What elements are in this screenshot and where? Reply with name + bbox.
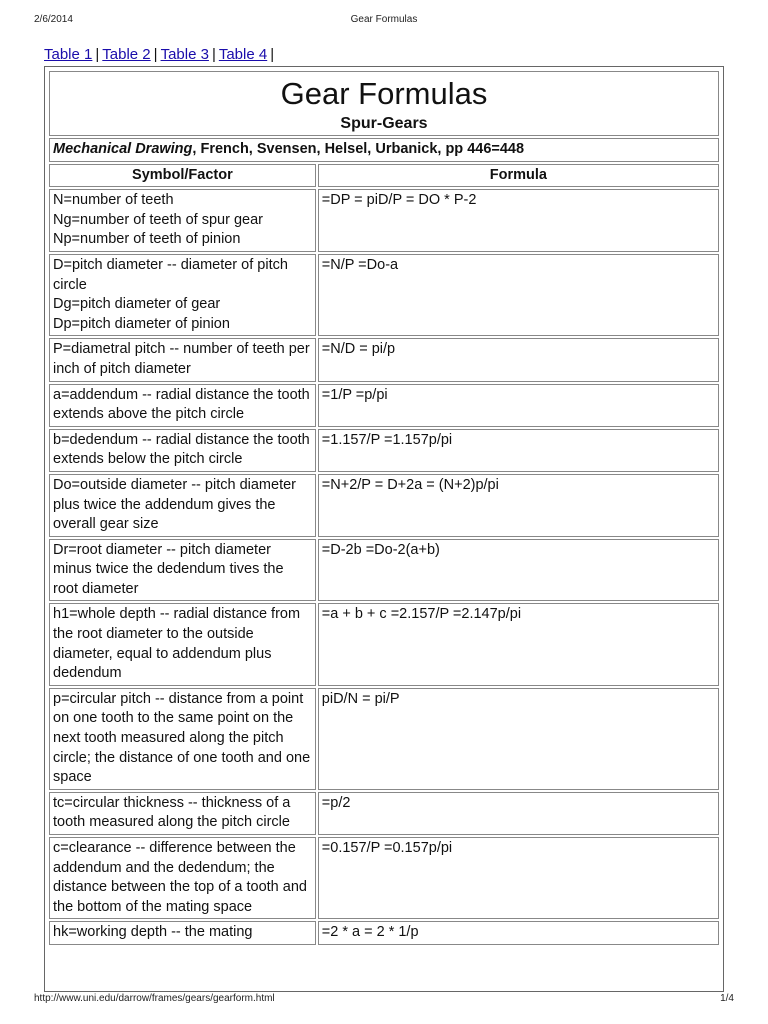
factor-line: tc=circular thickness -- thickness of a tooth measured along the pitch circle bbox=[53, 794, 291, 831]
factor-cell bbox=[49, 189, 316, 252]
factor-line: p=circular pitch -- distance from a point on one tooth to the same point on the next tooth measured along the pitch circle; the distance of one tooth and one space bbox=[53, 690, 311, 786]
factor-cell bbox=[49, 338, 316, 381]
factor-line: D=pitch diameter -- diameter of pitch circle bbox=[53, 256, 288, 293]
column-header-symbol: Symbol/Factor bbox=[49, 164, 316, 188]
nav-separator: | bbox=[153, 46, 158, 63]
print-title: Gear Formulas bbox=[350, 14, 418, 25]
factor-cell bbox=[49, 792, 316, 835]
nav-separator: | bbox=[211, 46, 216, 63]
print-url: http://www.uni.edu/darrow/frames/gears/gearform.html bbox=[34, 993, 275, 1004]
factor-line: Dr=root diameter -- pitch diameter minus twice the dedendum tives the root diameter bbox=[53, 541, 284, 597]
formula-cell: =p/2 bbox=[318, 792, 719, 835]
table-row bbox=[49, 338, 719, 381]
formula-cell: =1.157/P =1.157p/pi bbox=[318, 429, 719, 472]
gear-formulas-table bbox=[47, 69, 721, 947]
factor-line: a=addendum -- radial distance the tooth extends above the pitch circle bbox=[53, 386, 310, 423]
formula-cell: =N+2/P = D+2a = (N+2)p/pi bbox=[318, 474, 719, 537]
table-row bbox=[49, 429, 719, 472]
factor-cell bbox=[49, 429, 316, 472]
citation-book-title: Mechanical Drawing bbox=[53, 141, 193, 157]
factor-line: Ng=number of teeth of spur gear bbox=[53, 211, 263, 228]
formula-cell: =D-2b =Do-2(a+b) bbox=[318, 539, 719, 602]
factor-line: c=clearance -- difference between the addendum and the dedendum; the distance between the top of a tooth and the bottom of the mating space bbox=[53, 840, 307, 915]
citation-row bbox=[49, 138, 719, 162]
nav-link-table-2[interactable]: Table 2 bbox=[102, 46, 151, 63]
table-row bbox=[49, 837, 719, 919]
factor-line: Np=number of teeth of pinion bbox=[53, 231, 241, 248]
nav-link-table-1[interactable]: Table 1 bbox=[44, 46, 93, 63]
formula-cell: piD/N = pi/P bbox=[318, 688, 719, 790]
table-row bbox=[49, 254, 719, 336]
print-date: 2/6/2014 bbox=[34, 14, 73, 25]
table-row bbox=[49, 384, 719, 427]
table-row bbox=[49, 921, 719, 945]
title-row bbox=[49, 71, 719, 136]
gear-formulas-frame bbox=[44, 66, 724, 992]
formula-cell: =0.157/P =0.157p/pi bbox=[318, 837, 719, 919]
factor-line: P=diametral pitch -- number of teeth per inch of pitch diameter bbox=[53, 341, 310, 377]
table-row bbox=[49, 474, 719, 537]
factor-line: N=number of teeth bbox=[53, 192, 174, 209]
table-nav bbox=[44, 46, 277, 63]
factor-cell bbox=[49, 603, 316, 685]
factor-line: b=dedendum -- radial distance the tooth extends below the pitch circle bbox=[53, 431, 310, 468]
title-cell bbox=[49, 71, 719, 136]
formula-cell: =a + b + c =2.157/P =2.147p/pi bbox=[318, 603, 719, 685]
factor-cell bbox=[49, 837, 316, 919]
formula-cell: =2 * a = 2 * 1/p bbox=[318, 921, 719, 945]
factor-line: h1=whole depth -- radial distance from the root diameter to the outside diameter, equal to addendum plus dedendum bbox=[53, 606, 301, 682]
page-subtitle: Spur-Gears bbox=[340, 115, 428, 132]
citation-authors: , French, Svensen, Helsel, Urbanick, pp 446=448 bbox=[192, 141, 525, 157]
table-row bbox=[49, 603, 719, 685]
table-row bbox=[49, 189, 719, 252]
nav-separator: | bbox=[270, 46, 275, 63]
formula-cell: =N/D = pi/p bbox=[318, 338, 719, 381]
citation-cell bbox=[49, 138, 719, 162]
nav-link-table-3[interactable]: Table 3 bbox=[160, 46, 209, 63]
factor-cell bbox=[49, 384, 316, 427]
formula-cell: =1/P =p/pi bbox=[318, 384, 719, 427]
table-row bbox=[49, 688, 719, 790]
column-header-formula: Formula bbox=[318, 164, 719, 188]
table-row bbox=[49, 539, 719, 602]
nav-separator: | bbox=[95, 46, 100, 63]
table-row bbox=[49, 792, 719, 835]
factor-line: Do=outside diameter -- pitch diameter plus twice the addendum gives the overall gear size bbox=[53, 476, 296, 533]
factor-cell bbox=[49, 921, 316, 945]
factor-line: Dg=pitch diameter of gear bbox=[53, 296, 221, 313]
factor-cell bbox=[49, 474, 316, 537]
column-header-row bbox=[49, 164, 719, 188]
formula-cell: =N/P =Do-a bbox=[318, 254, 719, 336]
factor-line: Dp=pitch diameter of pinion bbox=[53, 315, 230, 332]
print-page-number: 1/4 bbox=[720, 993, 734, 1004]
factor-cell bbox=[49, 539, 316, 602]
factor-cell bbox=[49, 688, 316, 790]
factor-cell bbox=[49, 254, 316, 336]
formula-cell: =DP = piD/P = DO * P-2 bbox=[318, 189, 719, 252]
page-title: Gear Formulas bbox=[280, 76, 488, 111]
factor-line: hk=working depth -- the mating bbox=[53, 924, 253, 941]
nav-link-table-4[interactable]: Table 4 bbox=[218, 46, 268, 63]
